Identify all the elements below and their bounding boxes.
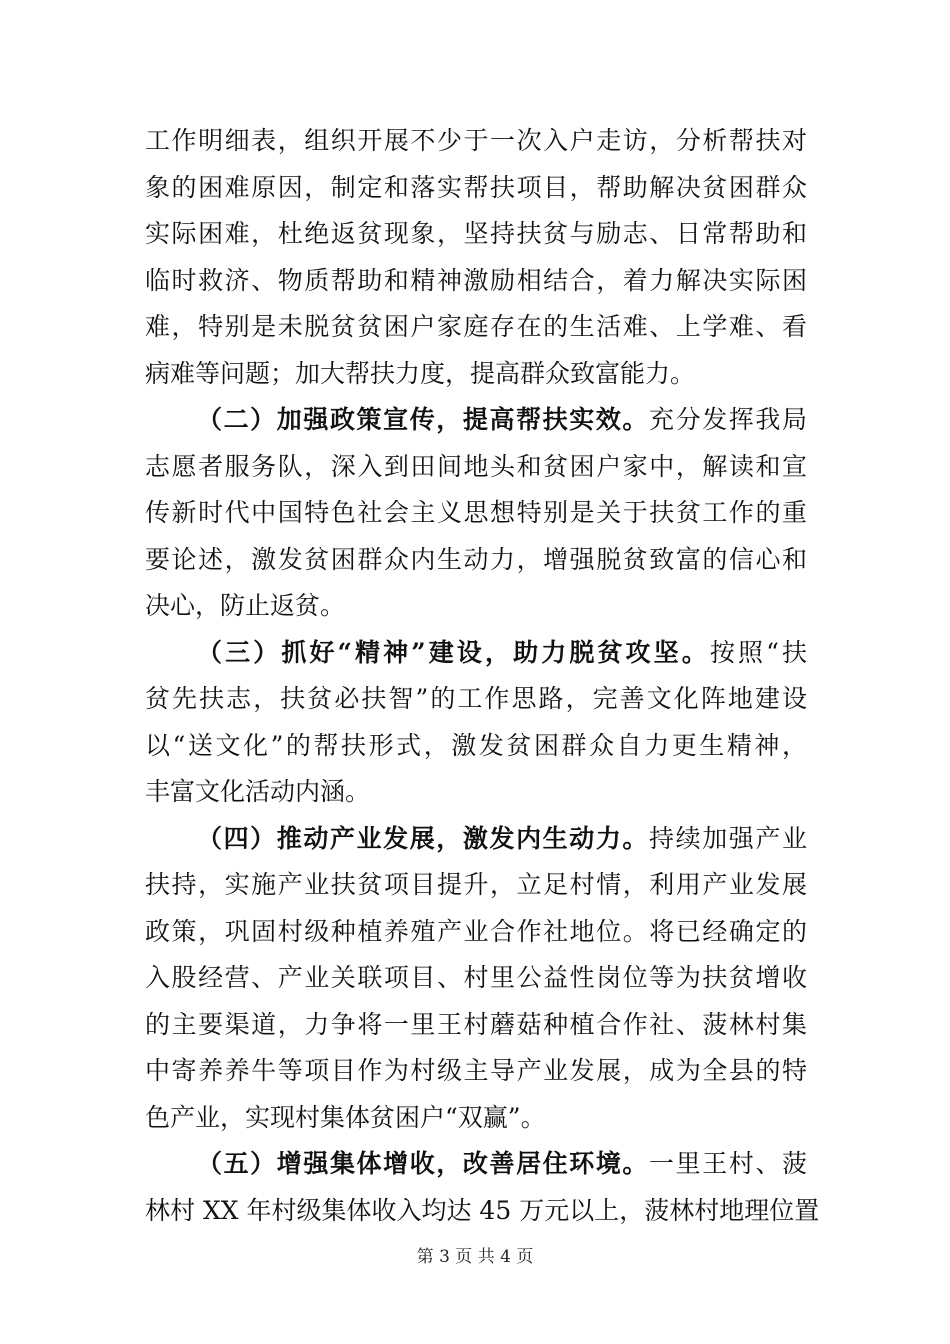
body-line: 实际困难，杜绝返贫现象，坚持扶贫与励志、日常帮助和 (145, 219, 807, 248)
section-3-text: 按照“扶 (709, 637, 808, 667)
body-line: 色产业，实现村集体贫困户“双赢”。 (145, 1102, 546, 1132)
body-line: 扶持，实施产业扶贫项目提升，立足村情，利用产业发展 (145, 870, 807, 899)
body-line: 要论述，激发贫困群众内生动力，增强脱贫致富的信心和 (145, 544, 807, 574)
body-line: 决心，防止返贫。 (145, 591, 346, 620)
section-2-first-line (145, 397, 807, 444)
body-line: 以“送文化”的帮扶形式，激发贫困群众自力更生精神， (145, 730, 807, 760)
body-line: 传新时代中国特色社会主义思想特别是关于扶贫工作的重 (145, 498, 807, 527)
section-4-text: 持续加强产业 (649, 823, 807, 853)
body-line: 工作明细表，组织开展不少于一次入户走访，分析帮扶对 (145, 126, 807, 155)
page-footer: 第 3 页 共 4 页 (416, 1247, 534, 1267)
section-4-first-line (145, 816, 807, 863)
body-line: 林村 XX 年村级集体收入均达 45 万元以上，菠林村地理位置 (145, 1195, 820, 1225)
body-line: 中寄养养牛等项目作为村级主导产业发展，成为全县的特 (145, 1056, 807, 1085)
document-body (145, 118, 820, 1234)
section-2-heading: （二）加强政策宣传，提高帮扶实效。 (197, 405, 650, 434)
body-line: 的主要渠道，力争将一里王村蘑菇种植合作社、菠林村集 (145, 1009, 807, 1039)
body-line: 政策，巩固村级种植养殖产业合作社地位。将已经确定的 (145, 916, 807, 946)
section-2-text: 充分发挥我局 (649, 405, 807, 434)
body-line: 难，特别是未脱贫贫困户家庭存在的生活难、上学难、看 (145, 312, 807, 341)
section-3-heading: （三）抓好“精神”建设，助力脱贫攻坚。 (197, 637, 710, 667)
section-4-heading: （四）推动产业发展，激发内生动力。 (197, 823, 650, 853)
section-5-heading: （五）增强集体增收，改善居住环境。 (197, 1149, 650, 1178)
body-line: 象的困难原因，制定和落实帮扶项目，帮助解决贫困群众 (145, 172, 807, 202)
section-3-first-line (145, 630, 807, 677)
body-line: 丰富文化活动内涵。 (145, 777, 371, 806)
section-5-text: 一里王村、菠 (649, 1149, 807, 1178)
body-line: 贫先扶志，扶贫必扶智”的工作思路，完善文化阵地建设 (145, 684, 807, 713)
body-line: 临时救济、物质帮助和精神激励相结合，着力解决实际困 (145, 265, 807, 295)
body-line: 志愿者服务队，深入到田间地头和贫困户家中，解读和宣 (145, 451, 807, 481)
section-5-first-line (145, 1141, 807, 1188)
body-line: 病难等问题；加大帮扶力度，提高群众致富能力。 (145, 358, 696, 388)
body-line: 入股经营、产业关联项目、村里公益性岗位等为扶贫增收 (145, 963, 807, 992)
